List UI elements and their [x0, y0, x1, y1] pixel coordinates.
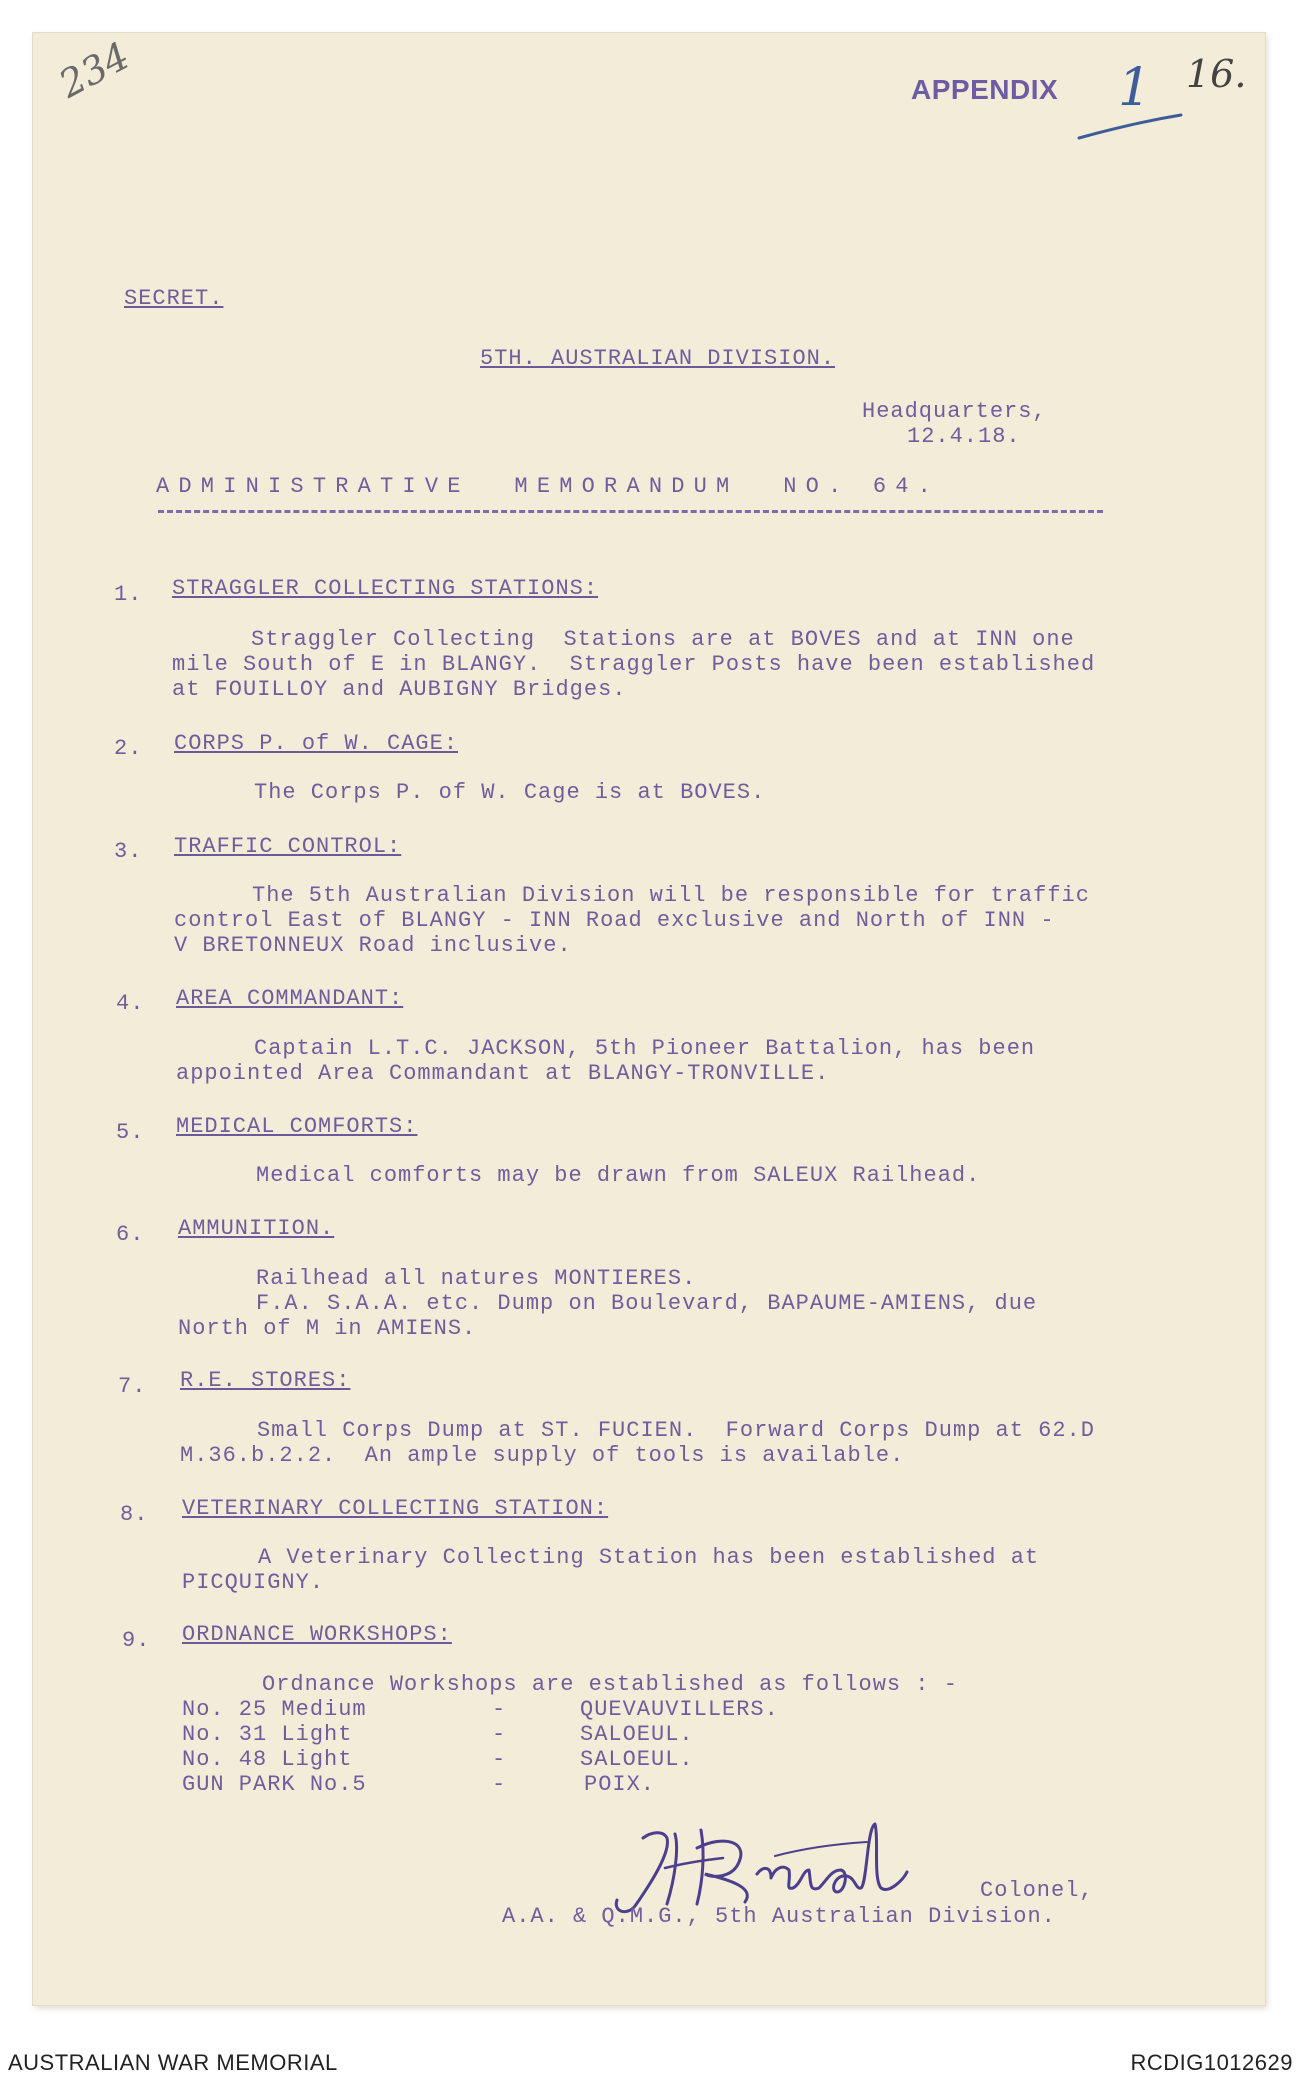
- footer-catalogue-id: RCDIG1012629: [1130, 2050, 1293, 2075]
- workshop-row-1-place: QUEVAUVILLERS.: [580, 1697, 779, 1722]
- section-9-heading: ORDNANCE WORKSHOPS:: [182, 1622, 452, 1647]
- section-6-line-3: North of M in AMIENS.: [178, 1316, 477, 1341]
- workshop-row-1-dash: -: [492, 1697, 507, 1722]
- section-8-heading: VETERINARY COLLECTING STATION:: [182, 1496, 609, 1521]
- workshop-row-2-place: SALOEUL.: [580, 1722, 694, 1747]
- section-6-heading: AMMUNITION.: [178, 1216, 335, 1241]
- section-2-number: 2.: [114, 736, 143, 761]
- workshop-row-4-place: POIX.: [584, 1772, 656, 1797]
- footer-institution: AUSTRALIAN WAR MEMORIAL: [8, 2050, 338, 2075]
- section-1-number: 1.: [114, 582, 143, 607]
- section-4-line-1: Captain L.T.C. JACKSON, 5th Pioneer Battalion, has been: [254, 1036, 1036, 1061]
- section-1-line-2: mile South of E in BLANGY. Straggler Posts have been established: [172, 652, 1096, 677]
- section-3-heading: TRAFFIC CONTROL:: [174, 834, 402, 859]
- section-4-number: 4.: [116, 991, 145, 1016]
- section-6-line-1: Railhead all natures MONTIERES.: [256, 1266, 697, 1291]
- section-2-heading: CORPS P. of W. CAGE:: [174, 731, 459, 756]
- memo-date: 12.4.18.: [907, 424, 1021, 449]
- signatory-title: A.A. & Q.M.G., 5th Australian Division.: [502, 1904, 1056, 1929]
- workshop-row-2-unit: No. 31 Light: [182, 1722, 353, 1747]
- appendix-stamp: APPENDIX: [911, 74, 1059, 105]
- section-5-line-1: Medical comforts may be drawn from SALEUX Railhead.: [256, 1163, 981, 1188]
- workshop-row-4-unit: GUN PARK No.5: [182, 1772, 367, 1797]
- section-4-heading: AREA COMMANDANT:: [176, 986, 404, 1011]
- classification-label: SECRET.: [124, 286, 224, 311]
- workshop-row-3-dash: -: [492, 1747, 507, 1772]
- section-9-number: 9.: [122, 1628, 151, 1653]
- workshop-row-4-dash: -: [492, 1772, 507, 1797]
- page-number: 16.: [1186, 52, 1247, 96]
- section-5-heading: MEDICAL COMFORTS:: [176, 1114, 418, 1139]
- signatory-rank: Colonel,: [980, 1878, 1094, 1903]
- pencil-reference-mark: 234: [51, 33, 137, 107]
- section-1-line-1: Straggler Collecting Stations are at BOVES and at INN one: [251, 627, 1075, 652]
- workshop-row-2-dash: -: [492, 1722, 507, 1747]
- section-7-line-2: M.36.b.2.2. An ample supply of tools is available.: [180, 1443, 905, 1468]
- section-1-heading: STRAGGLER COLLECTING STATIONS:: [172, 576, 599, 601]
- workshop-row-1-unit: No. 25 Medium: [182, 1697, 367, 1722]
- division-heading: 5TH. AUSTRALIAN DIVISION.: [480, 346, 836, 371]
- section-6-line-2: F.A. S.A.A. etc. Dump on Boulevard, BAPAUME-AMIENS, due: [256, 1291, 1038, 1316]
- section-3-line-3: V BRETONNEUX Road inclusive.: [174, 933, 572, 958]
- section-3-line-1: The 5th Australian Division will be responsible for traffic: [252, 883, 1090, 908]
- headquarters-label: Headquarters,: [862, 399, 1047, 424]
- section-8-line-2: PICQUIGNY.: [182, 1570, 325, 1595]
- section-3-number: 3.: [114, 839, 143, 864]
- section-8-number: 8.: [120, 1502, 149, 1527]
- section-7-number: 7.: [118, 1374, 147, 1399]
- section-8-line-1: A Veterinary Collecting Station has been established at: [258, 1545, 1040, 1570]
- section-2-line-1: The Corps P. of W. Cage is at BOVES.: [254, 780, 766, 805]
- workshop-row-3-place: SALOEUL.: [580, 1747, 694, 1772]
- handwritten-signature: [605, 1808, 945, 1918]
- section-1-line-3: at FOUILLOY and AUBIGNY Bridges.: [172, 677, 627, 702]
- memo-title: ADMINISTRATIVE MEMORANDUM NO. 64.: [156, 474, 941, 499]
- memo-title-rule: [158, 510, 1103, 513]
- section-5-number: 5.: [116, 1120, 145, 1145]
- appendix-underline-stroke: [1075, 112, 1185, 142]
- appendix-number: 1: [1118, 58, 1152, 118]
- section-9-intro: Ordnance Workshops are established as follows : -: [262, 1672, 958, 1697]
- section-6-number: 6.: [116, 1222, 145, 1247]
- section-3-line-2: control East of BLANGY - INN Road exclusive and North of INN -: [174, 908, 1055, 933]
- workshop-row-3-unit: No. 48 Light: [182, 1747, 353, 1772]
- section-7-line-1: Small Corps Dump at ST. FUCIEN. Forward Corps Dump at 62.D: [257, 1418, 1095, 1443]
- section-4-line-2: appointed Area Commandant at BLANGY-TRONVILLE.: [176, 1061, 830, 1086]
- section-7-heading: R.E. STORES:: [180, 1368, 351, 1393]
